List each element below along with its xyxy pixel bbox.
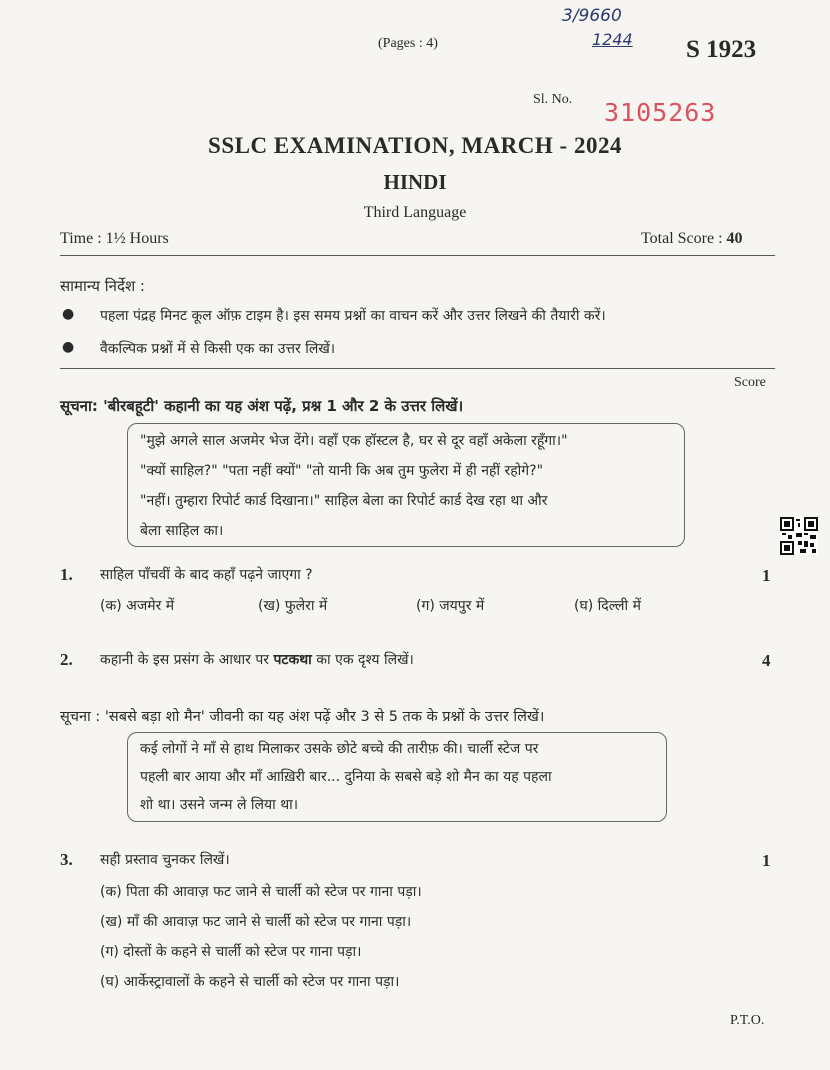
option-gha: (घ) आर्केस्ट्रावालों के कहने से चार्ली को स्टेज पर गाना पड़ा। [100, 974, 400, 990]
serial-label: Sl. No. [533, 92, 573, 107]
passage-line: "नहीं। तुम्हारा रिपोर्ट कार्ड दिखाना।" साहिल बेला का रिपोर्ट कार्ड देख रहा था और [140, 493, 548, 509]
total-score [641, 230, 743, 248]
section2-notice: सूचना : 'सबसे बड़ा शो मैन' जीवनी का यह अंश पढ़ें और 3 से 5 तक के प्रश्नों के उत्तर लिखें। [60, 709, 545, 725]
instruction-item: पहला पंद्रह मिनट कूल ऑफ़ टाइम है। इस समय प्रश्नों का वाचन करें और उत्तर लिखने की तैयारी करें। [100, 308, 606, 324]
option-kha: (ख) माँ की आवाज़ फट जाने से चार्ली को स्टेज पर गाना पड़ा। [100, 914, 412, 930]
section1-notice: सूचना: 'बीरबहूटी' कहानी का यह अंश पढ़ें, प्रश्न 1 और 2 के उत्तर लिखें। [60, 397, 464, 415]
qr-code-icon [780, 517, 818, 555]
question-score: 4 [762, 651, 771, 670]
passage-box-2 [127, 732, 667, 822]
instruction-item: वैकल्पिक प्रश्नों में से किसी एक का उत्तर लिखें। [100, 341, 336, 357]
instructions-heading: सामान्य निर्देश : [60, 277, 145, 295]
serial-number: 3105263 [604, 98, 717, 127]
total-score-label: Total Score : [641, 230, 727, 247]
subject-title: HINDI [383, 170, 447, 194]
bullet-icon: ● [62, 339, 75, 355]
passage-line: कई लोगों ने माँ से हाथ मिलाकर उसके छोटे बच्चे की तारीफ़ की। चार्ली स्टेज पर [140, 741, 539, 757]
header-rule [60, 255, 775, 256]
exam-time: Time : 1½ Hours [60, 230, 169, 247]
handwritten-note-top: 3/9660 [562, 6, 622, 26]
bullet-icon: ● [62, 306, 75, 322]
question-text-part: कहानी के इस प्रसंग के आधार पर [100, 652, 274, 668]
option-ka: (क) पिता की आवाज़ फट जाने से चार्ली को स्टेज पर गाना पड़ा। [100, 884, 422, 900]
question-text: साहिल पाँचवीं के बाद कहाँ पढ़ने जाएगा ? [100, 567, 313, 583]
instructions-rule [60, 368, 775, 369]
passage-line: पहली बार आया और माँ आख़िरी बार... दुनिया के सबसे बड़े शो मैन का यह पहला [140, 769, 552, 785]
passage-box-1 [127, 423, 685, 547]
question-text-part: का एक दृश्य लिखें। [311, 652, 414, 668]
question-number: 2. [60, 650, 73, 669]
total-score-value: 40 [726, 230, 743, 247]
question-text-bold: पटकथा [273, 652, 312, 668]
passage-line: शो था। उसने जन्म ले लिया था। [140, 797, 299, 813]
question-number: 1. [60, 565, 73, 584]
option-ka: (क) अजमेर में [100, 598, 175, 614]
passage-line: बेला साहिल का। [140, 523, 224, 539]
option-ga: (ग) जयपुर में [416, 598, 485, 614]
question-text [100, 650, 414, 669]
option-ga: (ग) दोस्तों के कहने से चार्ली को स्टेज पर गाना पड़ा। [100, 944, 362, 960]
question-text: सही प्रस्ताव चुनकर लिखें। [100, 852, 230, 868]
passage-line: "क्यों साहिल?" "पता नहीं क्यों" "तो यानी कि अब तुम फुलेरा में ही नहीं रहोगे?" [140, 463, 544, 479]
language-subtitle: Third Language [363, 204, 467, 221]
option-gha: (घ) दिल्ली में [574, 598, 641, 614]
pages-count: (Pages : 4) [378, 36, 438, 51]
option-kha: (ख) फुलेरा में [258, 598, 328, 614]
score-column-header: Score [734, 375, 766, 390]
exam-title: SSLC EXAMINATION, MARCH - 2024 [208, 133, 622, 158]
question-number: 3. [60, 850, 73, 869]
pto-footer: P.T.O. [730, 1013, 765, 1028]
paper-code: S 1923 [686, 36, 757, 63]
handwritten-note-bottom: 1244 [592, 30, 633, 49]
passage-line: "मुझे अगले साल अजमेर भेज देंगे। वहाँ एक हॉस्टल है, घर से दूर वहाँ अकेला रहूँगा।" [140, 433, 568, 449]
question-score: 1 [762, 851, 771, 870]
question-score: 1 [762, 566, 771, 585]
